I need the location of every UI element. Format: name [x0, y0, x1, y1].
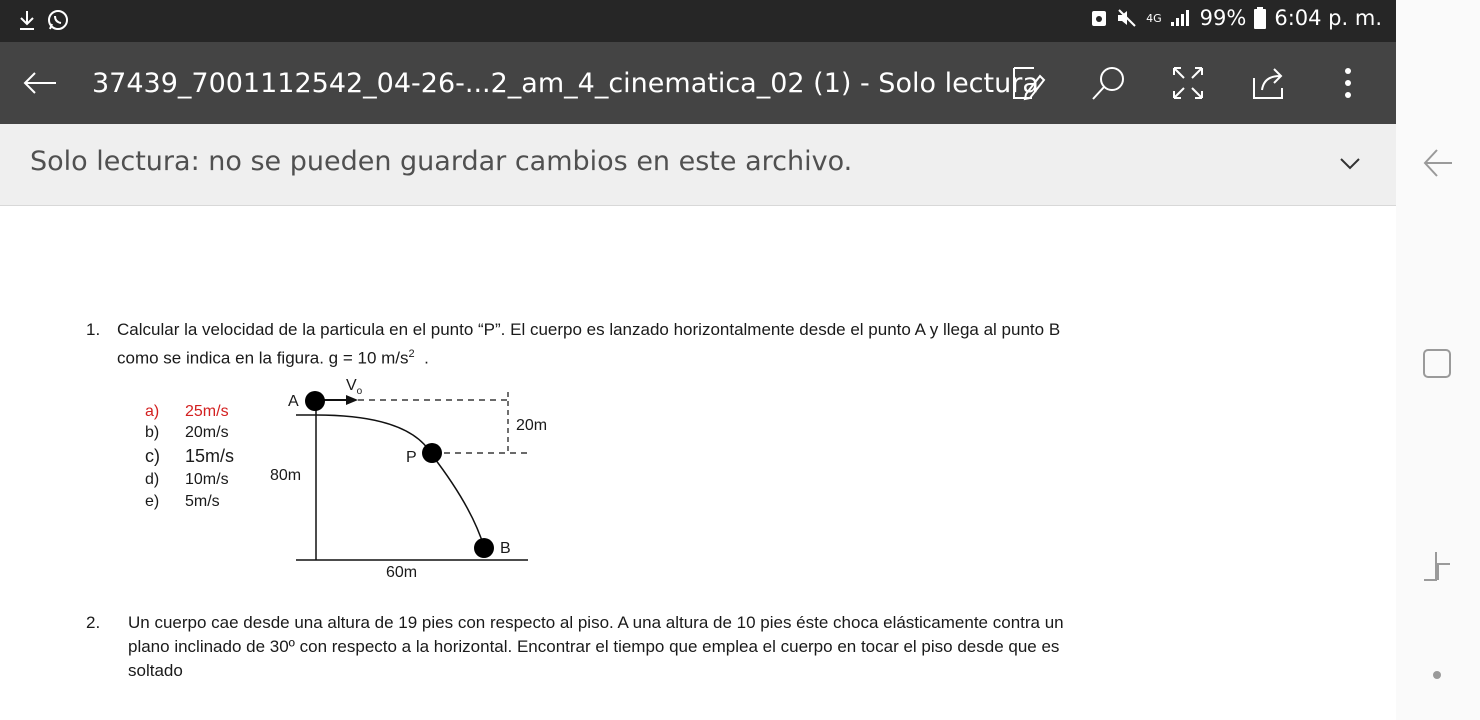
signal-icon [1170, 8, 1192, 28]
battery-saver-icon [1090, 8, 1108, 28]
clock: 6:04 p. m. [1274, 6, 1382, 30]
option-d: d) 10m/s [145, 471, 229, 488]
mute-icon [1116, 8, 1138, 28]
fullscreen-icon[interactable] [1170, 64, 1206, 102]
q2-text-line3: soltado [128, 661, 183, 680]
option-b: b) 20m/s [145, 424, 229, 441]
more-options-icon[interactable] [1338, 64, 1358, 102]
q2-number: 2. [86, 613, 101, 632]
chevron-down-icon[interactable] [1338, 156, 1362, 172]
option-c: c) 15m/s [145, 446, 235, 466]
trajectory-curve [316, 415, 484, 547]
back-arrow-icon[interactable] [22, 70, 58, 96]
superscript: 2 [408, 348, 415, 360]
label-80m: 80m [270, 467, 302, 484]
search-icon[interactable] [1090, 64, 1128, 102]
nav-dot-icon [1432, 670, 1442, 680]
projectile-figure [260, 367, 560, 587]
point-b-dot [474, 538, 494, 558]
download-icon [16, 8, 38, 32]
q2-text-line1: Un cuerpo cae desde una altura de 19 pies con respecto al piso. A una altura de 10 pies éste choca elásticamente contra un [128, 613, 1064, 632]
battery-icon [1254, 7, 1266, 29]
label-p: P [406, 449, 417, 466]
document-page [0, 207, 1396, 720]
label-a: A [288, 393, 299, 410]
nav-recents-icon[interactable] [1422, 550, 1452, 582]
status-bar [0, 0, 1396, 42]
read-only-banner [0, 124, 1396, 206]
label-20m: 20m [516, 417, 548, 434]
battery-percent: 99% [1199, 6, 1247, 30]
nav-home-icon[interactable] [1422, 348, 1452, 380]
q1-number: 1. [86, 320, 101, 339]
system-navigation-bar [1396, 0, 1480, 720]
label-60m: 60m [386, 564, 418, 581]
label-b: B [500, 540, 511, 557]
document-title: 37439_7001112542_04-26-...2_am_4_cinematica_02 (1) - Solo lectura [92, 68, 1039, 99]
nav-back-icon[interactable] [1422, 146, 1454, 180]
read-only-message: Solo lectura: no se pueden guardar cambios en este archivo. [30, 146, 853, 177]
q1-text-line1: Calcular la velocidad de la particula en el punto “P”. El cuerpo es lanzado horizontalmente desde el punto A y llega al punto B [117, 320, 1061, 339]
title-bar [0, 42, 1396, 124]
whatsapp-icon [46, 8, 70, 32]
option-e: e) 5m/s [145, 493, 220, 510]
network-type: 4G [1146, 11, 1162, 25]
q2-text-line2: plano inclinado de 30º con respecto a la horizontal. Encontrar el tiempo que emplea el cuerpo en tocar el piso desde que es [128, 637, 1060, 656]
option-a: a) 25m/s [145, 403, 229, 420]
point-a-dot [305, 391, 325, 411]
point-p-dot [422, 443, 442, 463]
q1-text-line2: como se indica en la figura. g = 10 $m/s^2$ . [117, 348, 429, 368]
edit-document-icon[interactable] [1010, 64, 1048, 102]
label-vo: $V_o$ [346, 377, 363, 398]
share-icon[interactable] [1250, 64, 1288, 102]
